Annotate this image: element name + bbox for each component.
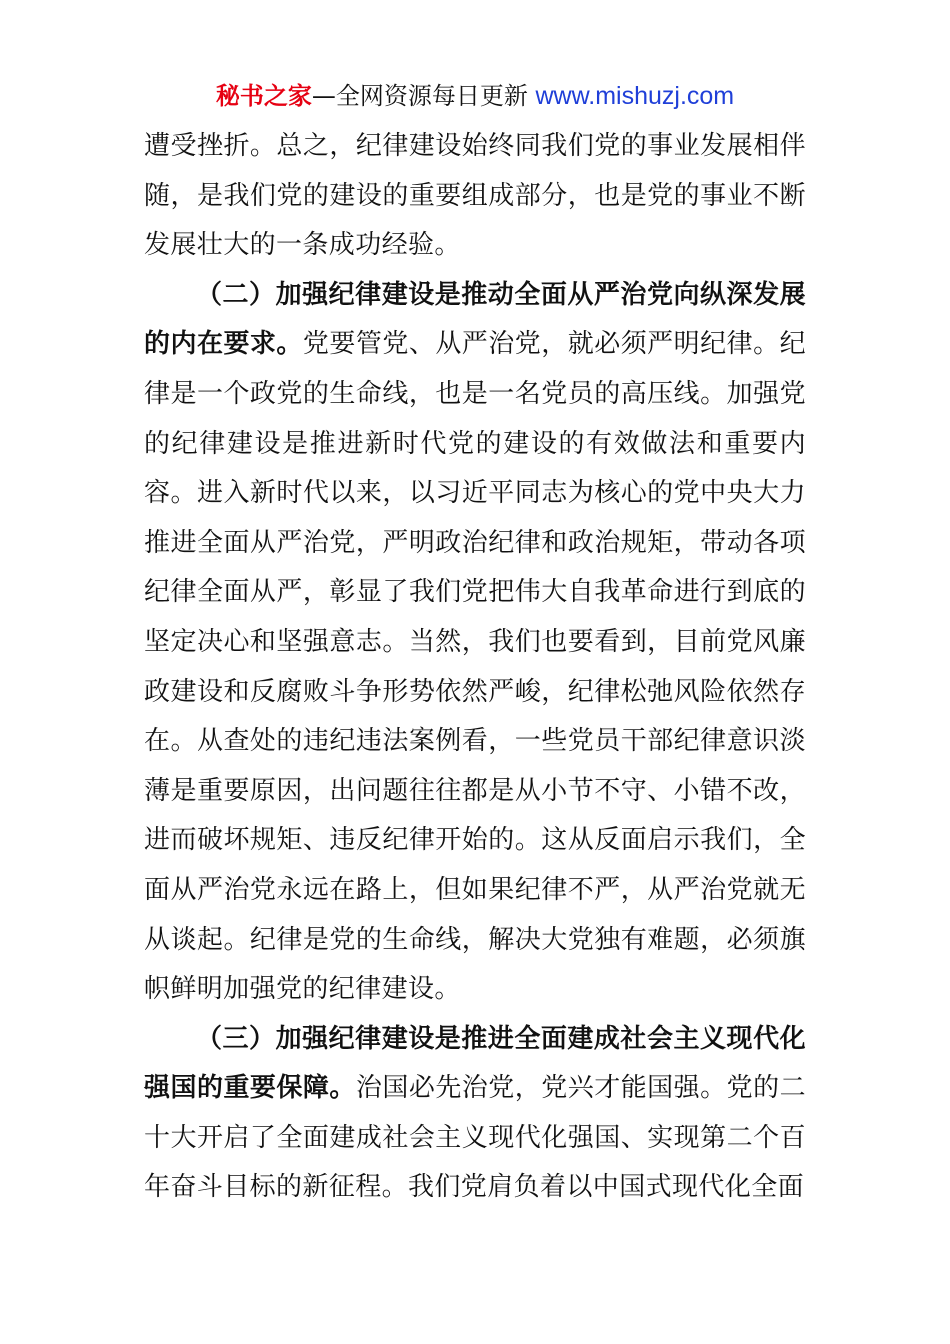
- paragraph-3: [144, 1015, 806, 1213]
- paragraph-2-text: 党要管党、从严治党，就必须严明纪律。纪律是一个政党的生命线，也是一名党员的高压线。加强党的纪律建设是推进新时代党的建设的有效做法和重要内容。进入新时代以来，以习近平同志为核心的党中央大力推进全面从严治党，严明政治纪律和政治规矩，带动各项纪律全面从严，彰显了我们党把伟大自我革命进行到底的坚定决心和坚强意志。当然，我们也要看到，目前党风廉政建设和反腐败斗争形势依然严峻，纪律松弛风险依然存在。从查处的违纪违法案例看，一些党员干部纪律意识淡薄是重要原因，出问题往往都是从小节不守、小错不改，进而破坏规矩、违反纪律开始的。这从反面启示我们，全面从严治党永远在路上，但如果纪律不严，从严治党就无从谈起。纪律是党的生命线，解决大党独有难题，必须旗帜鲜明加强党的纪律建设。: [144, 329, 806, 1005]
- site-slogan: —全网资源每日更新: [311, 82, 536, 110]
- document-body: [144, 122, 806, 1213]
- paragraph-2: [144, 271, 806, 1015]
- site-url-link[interactable]: www.mishuzj.com: [535, 82, 735, 110]
- paragraph-3-text: 治国必先治党，党兴才能国强。党的二十大开启了全面建成社会主义现代化强国、实现第二个百年奋斗目标的新征程。我们党肩负着以中国式现代化全面: [144, 1073, 806, 1203]
- site-header: [0, 78, 950, 114]
- paragraph-3-heading: （三）加强纪律建设是推进全面建成社会主义现代化强国的重要保障。: [144, 1023, 806, 1104]
- paragraph-1-text: 遭受挫折。总之，纪律建设始终同我们党的事业发展相伴随，是我们党的建设的重要组成部分，也是党的事业不断发展壮大的一条成功经验。: [144, 131, 806, 261]
- paragraph-1: [144, 122, 806, 271]
- site-brand: 秘书之家: [215, 82, 312, 110]
- paragraph-2-heading: （二）加强纪律建设是推动全面从严治党向纵深发展的内在要求。: [144, 279, 806, 360]
